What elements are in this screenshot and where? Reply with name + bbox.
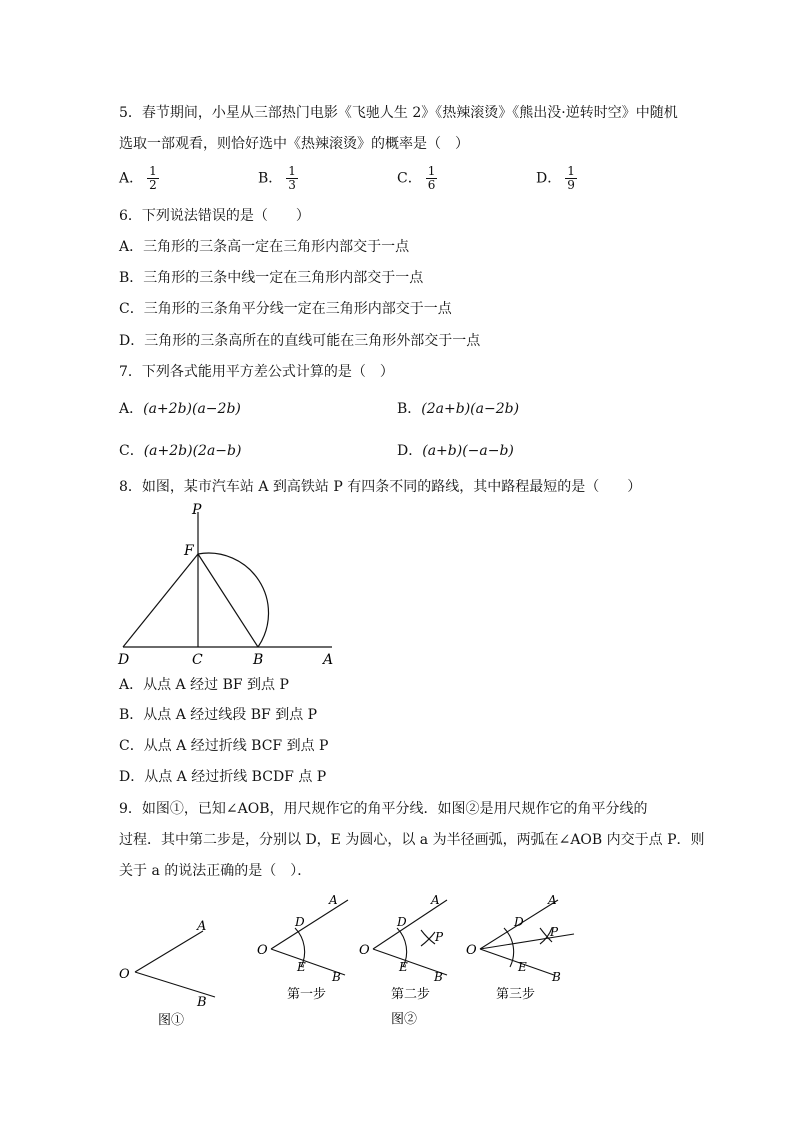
svg-text:B: B [434,970,443,984]
option-label: D． [397,443,423,459]
expression: (a+b)(−a−b) [422,443,514,459]
fraction: $\frac{1}{3}$ [288,164,296,192]
option-label: D． [536,170,562,187]
svg-text:A: A [329,893,338,907]
q5-option-d[interactable] [536,165,577,192]
q8-option-c[interactable]: C．从点 A 经过折线 BCF 到点 P [119,738,329,754]
caption-fig1: 图① [158,1013,185,1028]
q9-stem-line3: 关于 a 的说法正确的是（ ）． [119,863,312,879]
svg-text:A: A [548,893,557,907]
q9-figure-1 [115,905,225,1030]
fraction: $\frac{1}{9}$ [567,164,575,192]
option-label: C． [119,443,144,459]
q6-option-c[interactable]: C．三角形的三条角平分线一定在三角形内部交于一点 [119,301,452,317]
caption-fig2: 图② [391,1012,418,1027]
option-label: C． [397,170,422,187]
q5-option-c[interactable] [397,165,437,192]
svg-text:A: A [197,919,207,934]
q6-option-d[interactable]: D．三角形的三条高所在的直线可能在三角形外部交于一点 [119,333,481,349]
q9-step-1 [253,892,353,1017]
q9-stem-line2: 过程．其中第二步是，分别以 D，E 为圆心，以 a 为半径画弧，两弧在∠AOB 内交于点 P．则 [119,832,705,848]
q6-option-b[interactable]: B．三角形的三条中线一定在三角形内部交于一点 [119,270,424,286]
label-d: D [118,652,130,668]
q7-option-d[interactable] [397,440,514,460]
q9-stem-line1: 9．如图①，已知∠AOB，用尺规作它的角平分线．如图②是用尺规作它的角平分线的 [119,801,648,817]
q8-option-d[interactable]: D．从点 A 经过折线 BCDF 点 P [119,769,327,785]
expression: (a+2b)(2a−b) [143,443,242,459]
q6-option-a[interactable]: A．三角形的三条高一定在三角形内部交于一点 [119,239,410,255]
option-label: A． [119,170,144,187]
q5-stem-line2: 选取一部观看，则恰好选中《热辣滚烫》的概率是（ ） [119,136,469,152]
expression: (a+2b)(a−2b) [143,401,241,417]
label-b: B [253,652,264,668]
fraction: $\frac{1}{2}$ [149,164,157,192]
label-f: F [184,543,194,559]
svg-text:D: D [397,915,407,929]
q5-option-b[interactable] [258,165,298,192]
svg-text:O: O [466,943,477,958]
q6-stem: 6．下列说法错误的是（ ） [119,208,310,224]
caption-step3: 第三步 [496,987,536,1002]
q7-option-c[interactable] [119,440,241,460]
svg-text:D: D [295,915,305,929]
caption-step1: 第一步 [287,987,327,1002]
option-label: B． [258,170,283,187]
svg-text:D: D [514,915,524,929]
svg-text:B: B [552,970,561,984]
label-a: A [323,652,334,668]
q5-option-a[interactable] [119,165,159,192]
arc-fb [198,553,269,647]
svg-text:O: O [119,967,130,982]
label-c: C [192,652,203,668]
q8-route-figure [110,500,350,670]
q9-step-3 [462,892,582,1017]
label-p: P [192,502,202,518]
q7-option-a[interactable] [119,398,241,418]
q7-stem: 7．下列各式能用平方差公式计算的是（ ） [119,364,394,380]
option-label: A． [119,401,144,417]
svg-text:O: O [359,943,370,958]
svg-text:P: P [435,930,444,944]
fraction: $\frac{1}{6}$ [427,164,436,192]
svg-text:P: P [550,925,559,939]
svg-text:E: E [399,960,408,974]
svg-text:O: O [257,943,268,958]
svg-text:E: E [518,960,527,974]
q8-option-b[interactable]: B．从点 A 经过线段 BF 到点 P [119,707,318,723]
caption-step2: 第二步 [391,987,431,1002]
q8-stem: 8．如图，某市汽车站 A 到高铁站 P 有四条不同的路线，其中路程最短的是（ ） [119,479,642,495]
line-df [123,554,198,647]
svg-text:E: E [297,960,306,974]
q9-step-2 [355,892,465,1027]
q8-option-a[interactable]: A．从点 A 经过 BF 到点 P [119,677,289,693]
option-label: B． [397,401,422,417]
expression: (2a+b)(a−2b) [421,401,520,417]
svg-text:A: A [431,893,440,907]
svg-text:B: B [197,995,207,1010]
q5-stem-line1: 5．春节期间，小星从三部热门电影《飞驰人生 2》《热辣滚烫》《熊出没·逆转时空》中随机 [119,105,678,121]
svg-text:B: B [332,970,341,984]
q7-option-b[interactable] [397,398,519,418]
